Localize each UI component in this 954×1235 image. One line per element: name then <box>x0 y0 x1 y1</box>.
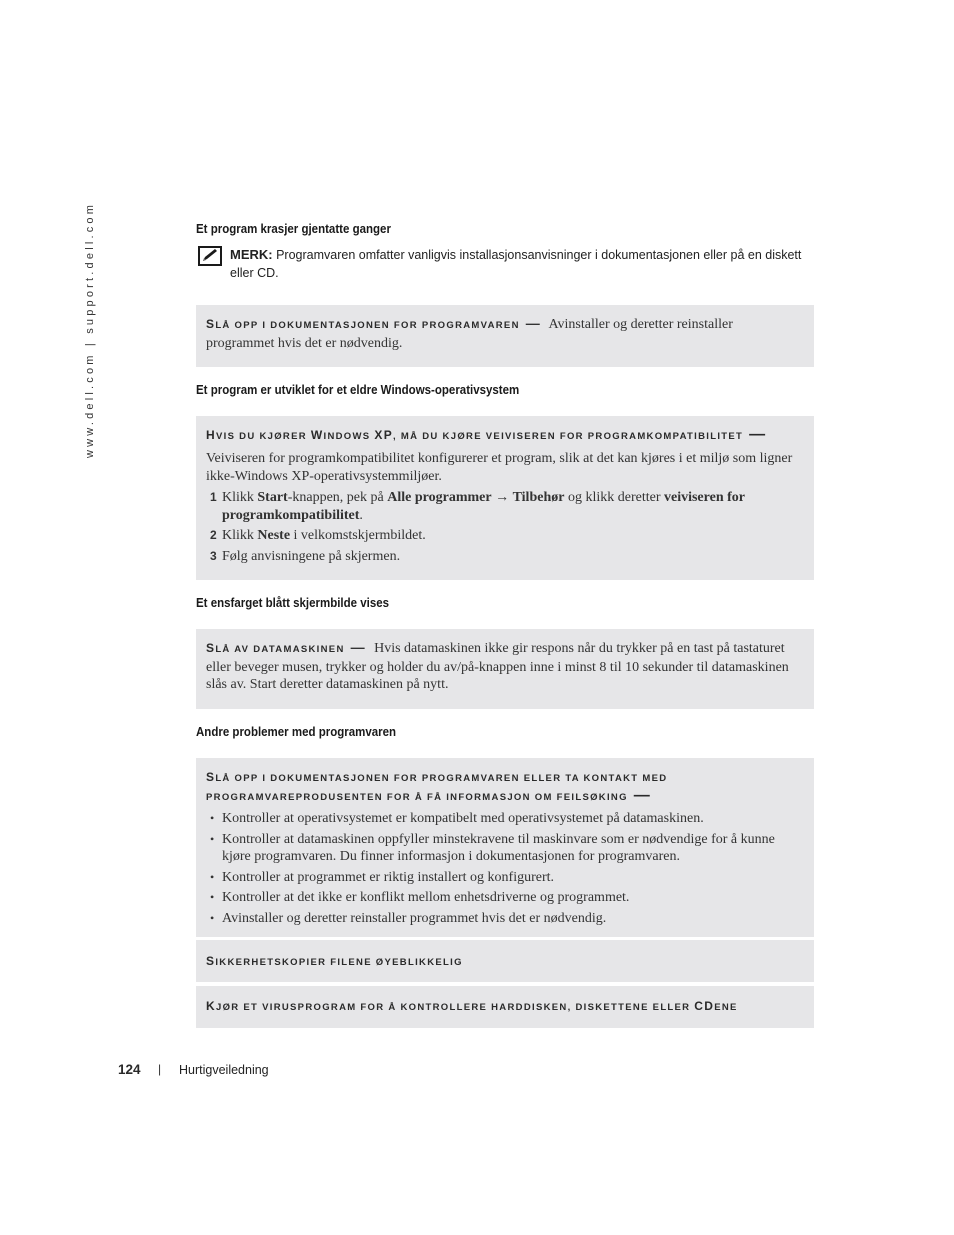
bullet-text: Kontroller at programmet er riktig installert og konfigurert. <box>222 869 555 885</box>
list-item <box>206 810 804 828</box>
footer-title: Hurtigveiledning <box>179 1063 269 1077</box>
box-backup <box>196 940 814 982</box>
arrow: → <box>491 490 513 505</box>
section-heading-old-windows: Et program er utviklet for et eldre Windows-operativsystem <box>196 383 520 397</box>
step-bold: Tilbehør <box>512 490 565 505</box>
dash: — <box>749 426 766 443</box>
dash: — <box>350 639 365 655</box>
bullet-text: Kontroller at operativsystemet er kompatibelt med operativsystemet på datamaskinen. <box>222 811 704 826</box>
box-check-docs <box>196 305 814 367</box>
section-heading-blue-screen: Et ensfarget blått skjermbilde vises <box>196 596 390 610</box>
note-label: MERK: <box>230 247 273 262</box>
step-text: . <box>359 507 363 523</box>
list-item <box>206 910 804 928</box>
step-text: -knappen, pek på <box>287 490 388 505</box>
box-title-backup: SIKKERHETSKOPIER FILENE ØYEBLIKKELIG <box>206 954 463 968</box>
step-text: Klikk <box>222 490 258 505</box>
bullet-text: Kontroller at datamaskinen oppfyller minstekravene til maskinvare som er nødvendige for å kunne kjøre programvaren. Du finner informasjon i dokumentasjonen for programvaren. <box>222 831 775 864</box>
step-text: Følg anvisningene på skjermen. <box>222 548 401 564</box>
bullet-text: Avinstaller og deretter reinstaller programmet hvis det er nødvendig. <box>222 910 607 926</box>
page-number: 124 <box>118 1062 141 1077</box>
bullet: • <box>210 811 215 825</box>
bullet-text: Kontroller at det ikke er konflikt mellom enhetsdriverne og programmet. <box>222 890 630 905</box>
step-text: i velkomstskjermbildet. <box>290 528 426 543</box>
compat-steps <box>206 489 804 565</box>
box-title-troubleshoot: SLÅ OPP I DOKUMENTASJONEN FOR PROGRAMVAREN ELLER TA KONTAKT MED PROGRAMVAREPRODUSENTEN FOR Å FÅ INFORMASJON OM FEILSØKING <box>206 770 668 803</box>
box-turn-off <box>196 629 814 709</box>
compat-intro: Veiviseren for programkompatibilitet konfigurerer et program, slik at det kan kjøres i et miljø som ligner ikke-Windows XP-operativsystemmiljøer. <box>206 451 793 484</box>
list-item <box>206 489 804 524</box>
step-number: 2 <box>210 528 217 542</box>
box-title-virus-scan: KJØR ET VIRUSPROGRAM FOR Å KONTROLLERE HARDDISKEN, DISKETTENE ELLER CDENE <box>206 999 738 1013</box>
step-bold: Alle programmer <box>387 490 492 505</box>
step-bold: veiviseren for programkompatibilitet <box>222 490 745 523</box>
note-text: Programvaren omfatter vanligvis installasjonsanvisninger i dokumentasjonen eller på en diskett eller CD. <box>230 248 802 280</box>
section-heading-other-problems: Andre problemer med programvaren <box>196 725 397 739</box>
bullet: • <box>210 910 215 925</box>
step-number: 1 <box>210 490 217 504</box>
box-compat-wizard <box>196 416 814 580</box>
list-item <box>206 869 804 887</box>
step-text: Klikk <box>222 528 258 543</box>
note-pencil-icon <box>198 246 222 266</box>
bullet: • <box>210 869 215 884</box>
step-bold: Neste <box>257 528 291 543</box>
dash: — <box>633 787 650 804</box>
bullet: • <box>210 890 215 904</box>
footer-separator: | <box>158 1062 162 1076</box>
step-bold: Start <box>257 490 288 505</box>
list-item <box>206 548 804 566</box>
troubleshoot-list <box>206 810 804 927</box>
box-title-check-docs: SLÅ OPP I DOKUMENTASJONEN FOR PROGRAMVAREN <box>206 317 520 331</box>
side-url: www.dell.com | support.dell.com <box>84 201 96 458</box>
box-virus-scan <box>196 986 814 1028</box>
box-text-turn-off: Hvis datamaskinen ikke gir respons når du trykker på en tast på tastaturet eller beveger musen, trykker og holder du av/på-knappen inne i minst 8 til 10 sekunder til datamaskinen slås av. Start deretter datamaskinen på nytt. <box>206 641 789 692</box>
list-item <box>206 527 804 545</box>
note-block <box>198 246 814 282</box>
box-text-reinstall: Avinstaller og deretter reinstaller programmet hvis det er nødvendig. <box>206 317 733 351</box>
bullet: • <box>210 831 215 846</box>
box-title-compat-wizard: HVIS DU KJØRER WINDOWS XP, MÅ DU KJØRE VEIVISEREN FOR PROGRAMKOMPATIBILITET <box>206 428 744 442</box>
section-heading-crash: Et program krasjer gjentatte ganger <box>196 222 391 236</box>
box-title-turn-off: SLÅ AV DATAMASKINEN <box>206 641 345 655</box>
list-item <box>206 889 804 907</box>
list-item <box>206 831 804 866</box>
step-text: og klikk deretter <box>564 490 664 505</box>
dash: — <box>525 315 540 331</box>
step-number: 3 <box>210 548 217 563</box>
box-troubleshoot <box>196 758 814 937</box>
